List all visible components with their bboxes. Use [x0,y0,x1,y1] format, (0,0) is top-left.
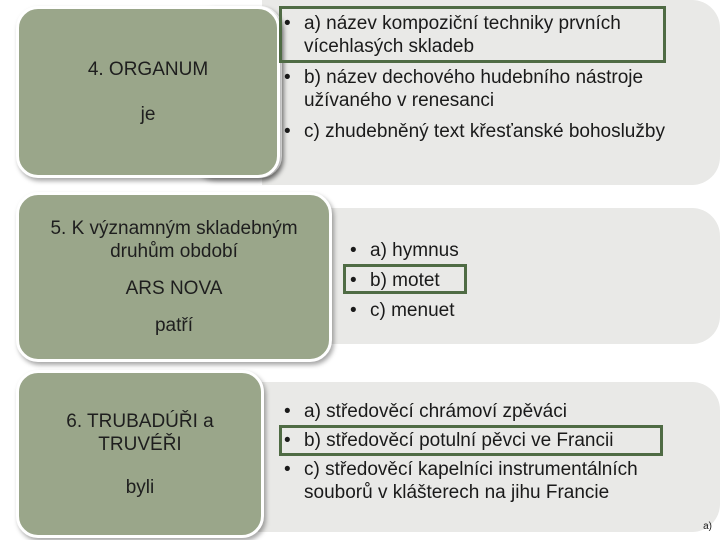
bullet-icon: • [284,121,291,142]
bullet-icon: • [284,430,291,451]
answer-3a[interactable] [284,400,704,423]
question-3-verb: byli [125,476,155,498]
correct-answer-highlight-3 [279,425,663,456]
answer-2a-text: a) hymnus [370,240,459,261]
question-1-title: 4. ORGANUM [87,59,209,80]
bullet-icon: • [350,300,357,321]
question-box-3 [16,370,264,538]
answer-3a-text: a) středověcí chrámoví zpěváci [304,401,567,422]
answer-2c[interactable] [350,296,590,326]
question-2-verb: patří [154,315,194,336]
correct-answer-highlight-1 [279,6,666,63]
bullet-icon: • [284,401,291,422]
answer-2b-text: b) motet [370,270,440,291]
answer-2a[interactable] [350,236,590,266]
bullet-icon: • [350,270,357,291]
bullet-icon: • [284,67,291,88]
correct-answer-highlight-2 [343,264,467,294]
footer-label: a) [703,521,712,532]
bullet-icon: • [284,459,291,480]
answer-1b-text: b) název dechového hudebního nástroje užívaného v renesanci [304,67,644,111]
answer-1b[interactable] [284,66,704,112]
question-1-verb: je [140,104,156,125]
question-2-title: 5. K významným skladebným druhům období [50,218,298,262]
question-2-period: ARS NOVA [125,278,223,299]
question-box-1-main [16,6,280,178]
answer-1c[interactable] [284,120,704,143]
answer-3b-text: b) středověcí potulní pěvci ve Francii [304,430,614,451]
question-3-title: 6. TRUBADÚŘI a TRUVÉŘI [66,410,214,455]
answer-3c[interactable] [284,458,704,504]
answer-1c-text: c) zhudebněný text křesťanské bohoslužby [304,121,665,142]
bullet-icon: • [350,240,357,261]
answer-1a-text: a) název kompoziční techniky prvních vícehlasých skladeb [304,13,621,57]
answer-3c-text: c) středověcí kapelníci instrumentálních souborů v klášterech na jihu Francie [304,459,638,503]
answer-2c-text: c) menuet [370,300,455,321]
bullet-icon: • [284,13,291,34]
question-box-2 [16,192,332,362]
